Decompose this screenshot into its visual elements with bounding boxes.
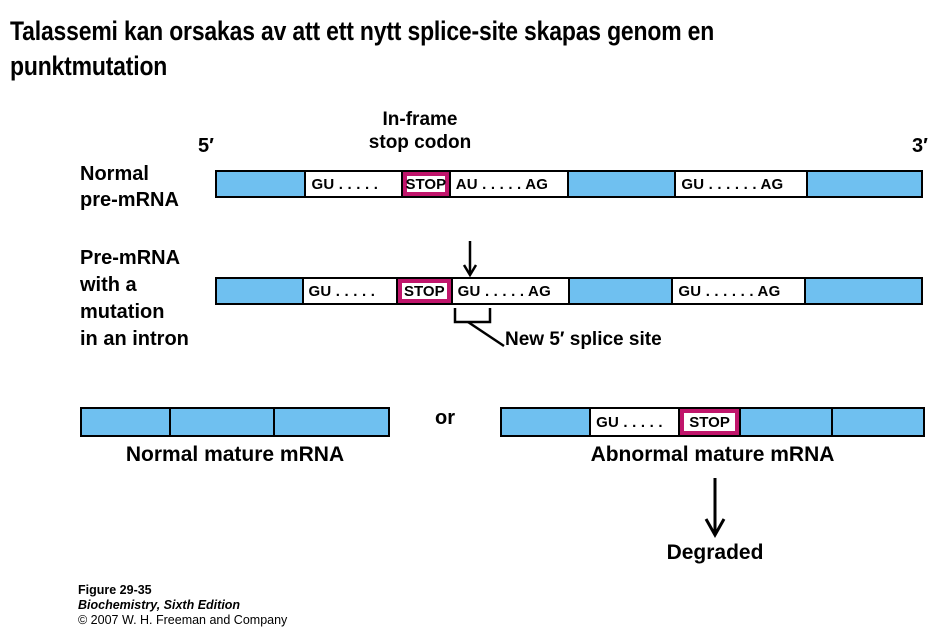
mutated-pre-mrna-bar bbox=[215, 277, 923, 305]
exon-segment bbox=[567, 172, 674, 196]
exon-segment bbox=[82, 409, 169, 435]
intron-sequence-segment: AU . . . . . AG bbox=[449, 172, 567, 196]
abnormal-mature-mrna-bar bbox=[500, 407, 925, 437]
intron-sequence-segment: GU . . . . . bbox=[302, 279, 396, 303]
stop-codon-box: STOP bbox=[401, 172, 449, 196]
abnormal-mature-mrna-label: Abnormal mature mRNA bbox=[590, 443, 835, 466]
normal-pre-mrna-label: Normal pre-mRNA bbox=[80, 163, 179, 211]
intron-sequence-segment: GU . . . . . bbox=[589, 409, 678, 435]
exon-segment bbox=[217, 172, 304, 196]
intron-sequence-segment: GU . . . . . AG bbox=[451, 279, 568, 303]
book-title: Biochemistry, Sixth Edition bbox=[78, 598, 241, 612]
three-prime-label: 3′ bbox=[912, 135, 928, 157]
exon-segment bbox=[502, 409, 589, 435]
degraded-label: Degraded bbox=[666, 541, 764, 564]
stop-codon-box: STOP bbox=[678, 409, 738, 435]
exon-segment bbox=[273, 409, 389, 435]
intron-sequence-segment: GU . . . . . . AG bbox=[674, 172, 805, 196]
copyright-line: © 2007 W. H. Freeman and Company bbox=[78, 613, 288, 627]
figure-number: Figure 29-35 bbox=[78, 583, 152, 597]
exon-segment bbox=[169, 409, 273, 435]
exon-segment bbox=[217, 279, 302, 303]
exon-segment bbox=[806, 172, 921, 196]
intron-sequence-segment: GU . . . . . . AG bbox=[671, 279, 803, 303]
or-label: or bbox=[435, 407, 455, 429]
normal-pre-mrna-bar bbox=[215, 170, 923, 198]
mutation-site-arrow-icon bbox=[461, 240, 479, 278]
new-splice-site-label: New 5′ splice site bbox=[505, 329, 662, 350]
exon-segment bbox=[739, 409, 831, 435]
five-prime-label: 5′ bbox=[198, 135, 214, 157]
exon-segment bbox=[804, 279, 921, 303]
mutated-pre-mrna-label: Pre-mRNA with a mutation in an intron bbox=[80, 247, 189, 350]
normal-mature-mrna-label: Normal mature mRNA bbox=[125, 443, 345, 466]
stop-codon-box: STOP bbox=[396, 279, 451, 303]
normal-mature-mrna-bar bbox=[80, 407, 390, 437]
in-frame-stop-codon-label: In-frame stop codon bbox=[368, 109, 472, 153]
exon-segment bbox=[831, 409, 923, 435]
degraded-arrow-icon bbox=[702, 477, 728, 539]
figure-caption bbox=[78, 583, 287, 628]
exon-segment bbox=[568, 279, 671, 303]
slide-title: Talassemi kan orsakas av att ett nytt splice-site skapas genom en punktmutation bbox=[10, 16, 715, 81]
intron-sequence-segment: GU . . . . . bbox=[304, 172, 400, 196]
